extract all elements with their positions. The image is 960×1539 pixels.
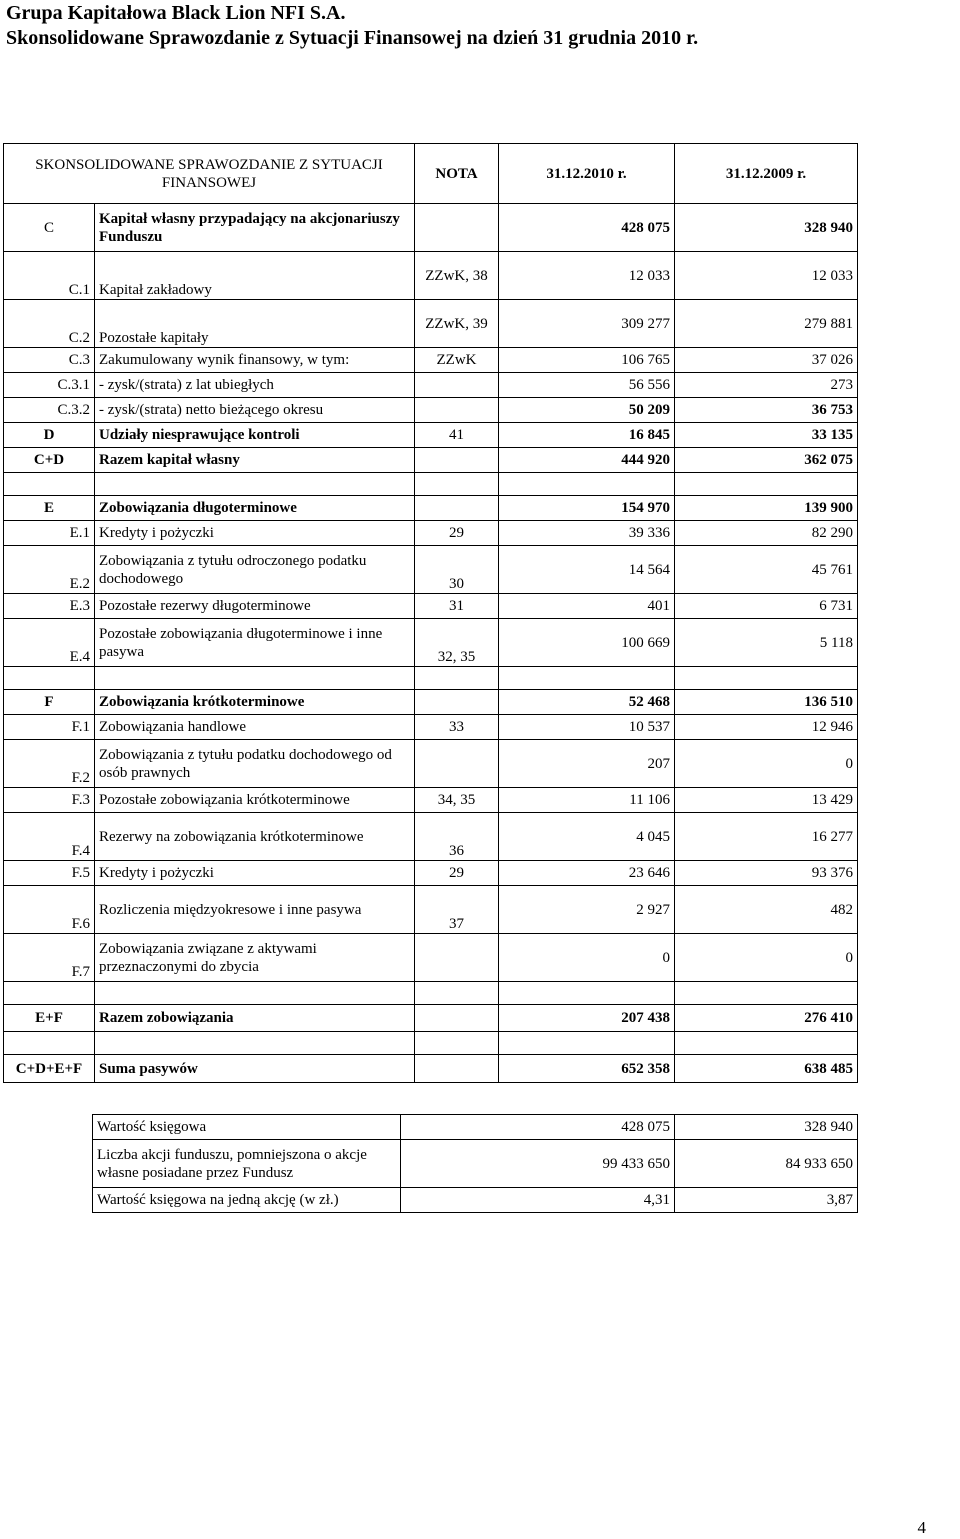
row-code: E.2: [4, 546, 95, 594]
table-row: [4, 886, 858, 934]
row-nota: ZZwK: [415, 348, 499, 373]
value-2010: 10 537: [499, 715, 675, 740]
row-label: Razem kapitał własny: [95, 448, 415, 473]
row-nota: 41: [415, 423, 499, 448]
row-code: E: [4, 496, 95, 521]
table-row: [4, 204, 858, 252]
value-2009: 16 277: [675, 813, 858, 861]
value-2010: 23 646: [499, 861, 675, 886]
page-number: 4: [917, 1518, 926, 1537]
report-company-title: Grupa Kapitałowa Black Lion NFI S.A.: [6, 2, 346, 24]
row-label: Kredyty i pożyczki: [95, 861, 415, 886]
row-nota: [415, 934, 499, 982]
table-row: [4, 1055, 858, 1083]
book-value-table: [92, 1114, 858, 1213]
row-label: Kredyty i pożyczki: [95, 521, 415, 546]
row-code: E.3: [4, 594, 95, 619]
value-2010: 154 970: [499, 496, 675, 521]
row-code: C.3.1: [4, 373, 95, 398]
value-2009: 638 485: [675, 1055, 858, 1083]
table-row: [93, 1115, 858, 1140]
book-value-2010: 99 433 650: [401, 1140, 675, 1188]
book-value-2009: 328 940: [675, 1115, 858, 1140]
value-2009: 33 135: [675, 423, 858, 448]
row-code: F.3: [4, 788, 95, 813]
book-value-2010: 4,31: [401, 1188, 675, 1213]
row-nota: [415, 1005, 499, 1032]
row-code: E.1: [4, 521, 95, 546]
row-label: Zobowiązania handlowe: [95, 715, 415, 740]
row-code: F.4: [4, 813, 95, 861]
row-code: C.3: [4, 348, 95, 373]
row-code: C.1: [4, 252, 95, 300]
value-2009: 276 410: [675, 1005, 858, 1032]
book-label: Liczba akcji funduszu, pomniejszona o akcje własne posiadane przez Fundusz: [93, 1140, 401, 1188]
row-code: E+F: [4, 1005, 95, 1032]
table-row: [4, 252, 858, 300]
row-nota: 29: [415, 521, 499, 546]
row-nota: [415, 398, 499, 423]
value-2009: 362 075: [675, 448, 858, 473]
value-2010: 309 277: [499, 300, 675, 348]
row-label: Zobowiązania związane z aktywami przeznaczonymi do zbycia: [95, 934, 415, 982]
value-2009: 5 118: [675, 619, 858, 667]
row-code: C.2: [4, 300, 95, 348]
table-row: [4, 813, 858, 861]
table-row: [4, 300, 858, 348]
col-2010-header: 31.12.2010 r.: [499, 144, 675, 204]
spacer-row: [4, 1032, 858, 1055]
value-2009: 82 290: [675, 521, 858, 546]
row-code: F.2: [4, 740, 95, 788]
nota-header: NOTA: [415, 144, 499, 204]
value-2010: 0: [499, 934, 675, 982]
statement-title-cell: SKONSOLIDOWANE SPRAWOZDANIE Z SYTUACJI FINANSOWEJ: [4, 144, 415, 204]
row-label: Kapitał zakładowy: [95, 252, 415, 300]
row-code: F: [4, 690, 95, 715]
value-2010: 207: [499, 740, 675, 788]
row-nota: 37: [415, 886, 499, 934]
value-2009: 0: [675, 934, 858, 982]
table-row: [4, 594, 858, 619]
table-row: [93, 1188, 858, 1213]
row-nota: [415, 448, 499, 473]
value-2009: 93 376: [675, 861, 858, 886]
value-2009: 13 429: [675, 788, 858, 813]
table-row: [93, 1140, 858, 1188]
spacer-row: [4, 667, 858, 690]
value-2009: 273: [675, 373, 858, 398]
row-label: Kapitał własny przypadający na akcjonariuszy Funduszu: [95, 204, 415, 252]
value-2009: 6 731: [675, 594, 858, 619]
row-nota: 29: [415, 861, 499, 886]
value-2009: 36 753: [675, 398, 858, 423]
row-label: Suma pasywów: [95, 1055, 415, 1083]
report-statement-title: Skonsolidowane Sprawozdanie z Sytuacji Finansowej na dzień 31 grudnia 2010 r.: [6, 27, 699, 49]
row-nota: 36: [415, 813, 499, 861]
book-value-2010: 428 075: [401, 1115, 675, 1140]
value-2009: 139 900: [675, 496, 858, 521]
table-row: [4, 619, 858, 667]
row-nota: [415, 373, 499, 398]
spacer-row: [4, 473, 858, 496]
value-2010: 100 669: [499, 619, 675, 667]
value-2010: 652 358: [499, 1055, 675, 1083]
row-code: C+D: [4, 448, 95, 473]
row-code: C.3.2: [4, 398, 95, 423]
value-2010: 2 927: [499, 886, 675, 934]
value-2010: 14 564: [499, 546, 675, 594]
row-label: Razem zobowiązania: [95, 1005, 415, 1032]
table-row: [4, 423, 858, 448]
table-row: [4, 934, 858, 982]
row-label: - zysk/(strata) netto bieżącego okresu: [95, 398, 415, 423]
row-code: C+D+E+F: [4, 1055, 95, 1083]
row-code: F.1: [4, 715, 95, 740]
table-row: [4, 546, 858, 594]
row-label: Udziały niesprawujące kontroli: [95, 423, 415, 448]
table-row: [4, 861, 858, 886]
row-nota: [415, 690, 499, 715]
value-2009: 45 761: [675, 546, 858, 594]
row-label: Zobowiązania z tytułu podatku dochodowego od osób prawnych: [95, 740, 415, 788]
col-2009-header: 31.12.2009 r.: [675, 144, 858, 204]
row-nota: 30: [415, 546, 499, 594]
value-2009: 279 881: [675, 300, 858, 348]
row-nota: 33: [415, 715, 499, 740]
table-row: [4, 740, 858, 788]
spacer-row: [4, 982, 858, 1005]
row-label: Pozostałe zobowiązania krótkoterminowe: [95, 788, 415, 813]
row-nota: [415, 204, 499, 252]
value-2009: 12 033: [675, 252, 858, 300]
value-2010: 428 075: [499, 204, 675, 252]
book-value-2009: 84 933 650: [675, 1140, 858, 1188]
value-2009: 482: [675, 886, 858, 934]
value-2010: 4 045: [499, 813, 675, 861]
book-label: Wartość księgowa na jedną akcję (w zł.): [93, 1188, 401, 1213]
row-nota: 34, 35: [415, 788, 499, 813]
value-2010: 39 336: [499, 521, 675, 546]
value-2010: 207 438: [499, 1005, 675, 1032]
balance-sheet-table: [3, 143, 858, 1083]
row-nota: ZZwK, 39: [415, 300, 499, 348]
value-2009: 0: [675, 740, 858, 788]
row-label: Zobowiązania krótkoterminowe: [95, 690, 415, 715]
table-row: [4, 1005, 858, 1032]
table-row: [4, 373, 858, 398]
value-2010: 50 209: [499, 398, 675, 423]
table-row: [4, 398, 858, 423]
value-2010: 12 033: [499, 252, 675, 300]
row-label: Rezerwy na zobowiązania krótkoterminowe: [95, 813, 415, 861]
row-nota: [415, 496, 499, 521]
value-2009: 37 026: [675, 348, 858, 373]
value-2010: 11 106: [499, 788, 675, 813]
row-nota: [415, 1055, 499, 1083]
row-code: F.5: [4, 861, 95, 886]
table-row: [4, 496, 858, 521]
row-code: E.4: [4, 619, 95, 667]
table-row: [4, 521, 858, 546]
row-label: Pozostałe zobowiązania długoterminowe i inne pasywa: [95, 619, 415, 667]
value-2009: 328 940: [675, 204, 858, 252]
table-row: [4, 715, 858, 740]
row-label: Pozostałe kapitały: [95, 300, 415, 348]
row-code: F.7: [4, 934, 95, 982]
row-label: Rozliczenia międzyokresowe i inne pasywa: [95, 886, 415, 934]
row-label: Zobowiązania długoterminowe: [95, 496, 415, 521]
book-value-2009: 3,87: [675, 1188, 858, 1213]
value-2010: 56 556: [499, 373, 675, 398]
value-2010: 16 845: [499, 423, 675, 448]
table-row: [4, 788, 858, 813]
row-code: F.6: [4, 886, 95, 934]
row-nota: [415, 740, 499, 788]
value-2010: 52 468: [499, 690, 675, 715]
row-nota: ZZwK, 38: [415, 252, 499, 300]
table-row: [4, 348, 858, 373]
value-2010: 106 765: [499, 348, 675, 373]
row-nota: 31: [415, 594, 499, 619]
value-2009: 136 510: [675, 690, 858, 715]
row-nota: 32, 35: [415, 619, 499, 667]
value-2010: 401: [499, 594, 675, 619]
row-label: Pozostałe rezerwy długoterminowe: [95, 594, 415, 619]
value-2010: 444 920: [499, 448, 675, 473]
row-label: - zysk/(strata) z lat ubiegłych: [95, 373, 415, 398]
table-header-row: [4, 144, 858, 204]
table-row: [4, 448, 858, 473]
row-label: Zakumulowany wynik finansowy, w tym:: [95, 348, 415, 373]
row-code: C: [4, 204, 95, 252]
row-code: D: [4, 423, 95, 448]
value-2009: 12 946: [675, 715, 858, 740]
table-row: [4, 690, 858, 715]
row-label: Zobowiązania z tytułu odroczonego podatku dochodowego: [95, 546, 415, 594]
book-label: Wartość księgowa: [93, 1115, 401, 1140]
